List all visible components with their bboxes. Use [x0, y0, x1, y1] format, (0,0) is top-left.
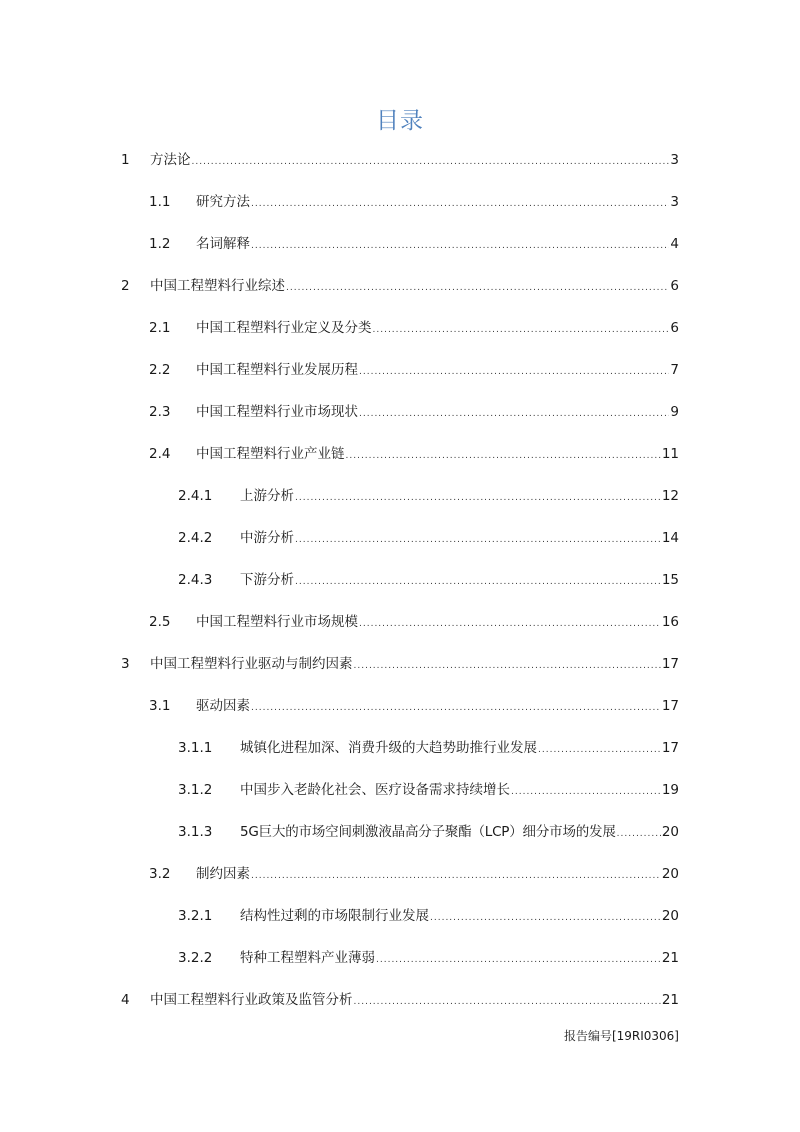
toc-page: 21 [661, 950, 679, 966]
toc-page: 9 [670, 404, 679, 420]
toc-number: 1.2 [149, 236, 171, 252]
toc-title: 研究方法 [196, 194, 250, 210]
toc-title: 特种工程塑料产业薄弱 [240, 950, 375, 966]
toc-entry[interactable] [149, 696, 679, 716]
toc-page: 4 [670, 236, 679, 252]
toc-leader [251, 194, 669, 214]
toc-title: 5G巨大的市场空间刺激液晶高分子聚酯（LCP）细分市场的发展 [240, 824, 616, 840]
toc-leader [617, 824, 661, 844]
toc-number: 2.2 [149, 362, 171, 378]
toc-page: 16 [661, 614, 679, 630]
toc-number: 4 [121, 992, 130, 1008]
toc-page: 6 [670, 278, 679, 294]
toc-title: 中国工程塑料行业市场规模 [196, 614, 358, 630]
toc-page: 20 [661, 908, 679, 924]
toc-page: 6 [670, 320, 679, 336]
toc-number: 3.2.2 [178, 950, 213, 966]
toc-entry[interactable] [178, 738, 679, 758]
toc-entry[interactable] [121, 990, 679, 1010]
toc-entry[interactable] [149, 444, 679, 464]
toc-title: 方法论 [150, 152, 191, 168]
toc-title: 中国工程塑料行业政策及监管分析 [150, 992, 353, 1008]
toc-number: 2.3 [149, 404, 171, 420]
toc-page: 20 [661, 866, 679, 882]
toc-title: 中国工程塑料行业产业链 [196, 446, 345, 462]
toc-page: 3 [670, 152, 679, 168]
toc-leader [295, 530, 661, 550]
toc-page: 3 [670, 194, 679, 210]
toc-leader [354, 656, 661, 676]
toc-number: 3.1 [149, 698, 171, 714]
toc-leader [251, 236, 669, 256]
toc-title: 驱动因素 [196, 698, 250, 714]
toc-page: 17 [661, 698, 679, 714]
toc-entry[interactable] [149, 612, 679, 632]
toc-title: 结构性过剩的市场限制行业发展 [240, 908, 429, 924]
toc-entry[interactable] [121, 654, 679, 674]
toc-leader [346, 446, 661, 466]
toc-title: 名词解释 [196, 236, 250, 252]
toc-number: 1.1 [149, 194, 171, 210]
toc-leader [538, 740, 661, 760]
toc-title: 下游分析 [240, 572, 294, 588]
toc-number: 3.1.1 [178, 740, 213, 756]
toc-entry[interactable] [178, 780, 679, 800]
toc-leader [376, 950, 661, 970]
toc-leader [373, 320, 670, 340]
toc-entry[interactable] [178, 486, 679, 506]
toc-title: 制约因素 [196, 866, 250, 882]
toc-entry[interactable] [149, 864, 679, 884]
toc-leader [359, 404, 669, 424]
toc-number: 3 [121, 656, 130, 672]
toc-leader [286, 278, 669, 298]
toc-number: 2.4.2 [178, 530, 213, 546]
toc-title: 中国工程塑料行业综述 [150, 278, 285, 294]
toc-page: 7 [670, 362, 679, 378]
toc-number: 1 [121, 152, 130, 168]
toc-page: 12 [661, 488, 679, 504]
toc-page: 19 [661, 782, 679, 798]
toc-entry[interactable] [149, 192, 679, 212]
toc-entry[interactable] [178, 948, 679, 968]
toc-number: 2.4.3 [178, 572, 213, 588]
toc-number: 2 [121, 278, 130, 294]
report-number: 报告编号[19RI0306] [563, 1029, 679, 1043]
toc-leader [359, 362, 669, 382]
toc-number: 2.4.1 [178, 488, 213, 504]
toc-title: 中国工程塑料行业市场现状 [196, 404, 358, 420]
toc-leader [430, 908, 661, 928]
toc-entry[interactable] [121, 276, 679, 296]
toc-page: 15 [661, 572, 679, 588]
toc-number: 3.2 [149, 866, 171, 882]
toc-entry[interactable] [178, 528, 679, 548]
toc-title: 中游分析 [240, 530, 294, 546]
toc-title: 中国工程塑料行业驱动与制约因素 [150, 656, 353, 672]
toc-title: 上游分析 [240, 488, 294, 504]
toc-title: 城镇化进程加深、消费升级的大趋势助推行业发展 [240, 740, 537, 756]
toc-page: 11 [661, 446, 679, 462]
toc-page: 17 [661, 656, 679, 672]
toc-leader [192, 152, 670, 172]
toc-number: 2.4 [149, 446, 171, 462]
toc-entry[interactable] [178, 822, 679, 842]
toc-number: 3.1.3 [178, 824, 213, 840]
toc-entry[interactable] [149, 360, 679, 380]
toc-leader [295, 572, 661, 592]
toc-entry[interactable] [149, 402, 679, 422]
toc-leader [295, 488, 661, 508]
toc-page: 17 [661, 740, 679, 756]
toc-title: 中国步入老龄化社会、医疗设备需求持续增长 [240, 782, 510, 798]
toc-entry[interactable] [178, 906, 679, 926]
toc-title: 中国工程塑料行业发展历程 [196, 362, 358, 378]
toc-leader [359, 614, 661, 634]
toc-leader [511, 782, 661, 802]
toc-page: 20 [661, 824, 679, 840]
toc-number: 2.5 [149, 614, 171, 630]
toc-page: 21 [661, 992, 679, 1008]
toc-number: 2.1 [149, 320, 171, 336]
toc-entry[interactable] [149, 318, 679, 338]
page-title: 目录 [376, 108, 424, 134]
toc-leader [251, 866, 661, 886]
toc-page: 14 [661, 530, 679, 546]
toc-entry[interactable] [121, 150, 679, 170]
toc-leader [354, 992, 661, 1012]
toc-entry[interactable] [149, 234, 679, 254]
toc-number: 3.2.1 [178, 908, 213, 924]
toc-leader [251, 698, 661, 718]
toc-number: 3.1.2 [178, 782, 213, 798]
toc-entry[interactable] [178, 570, 679, 590]
toc-title: 中国工程塑料行业定义及分类 [196, 320, 372, 336]
